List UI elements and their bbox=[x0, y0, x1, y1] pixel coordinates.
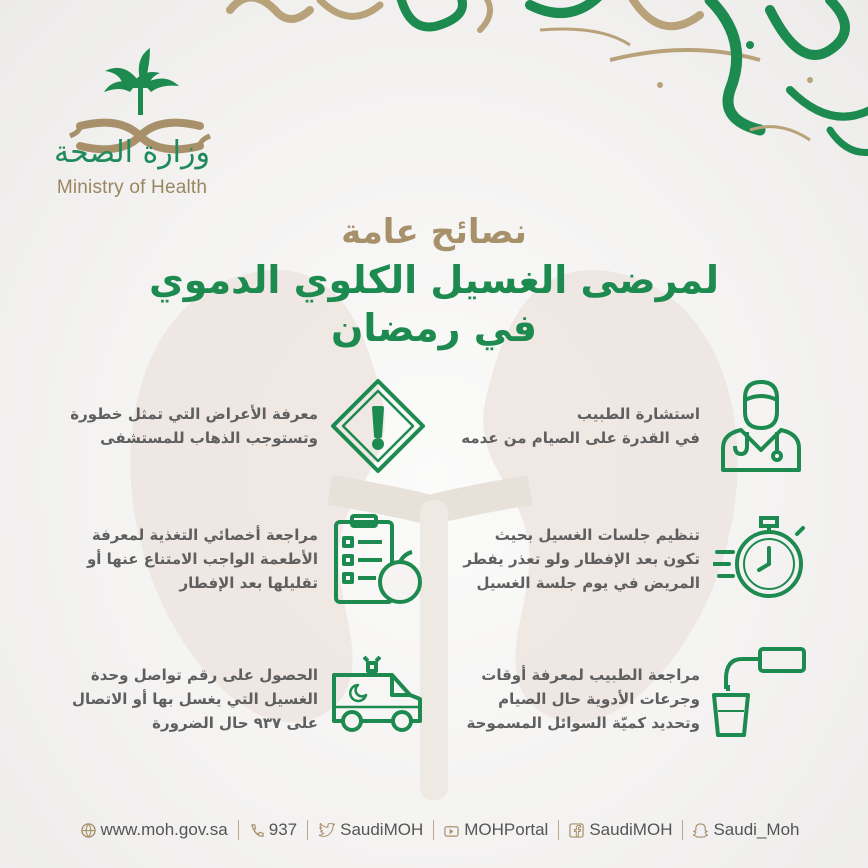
ambulance-icon bbox=[330, 655, 426, 735]
tip-line: مراجعة أخصائي التغذية لمعرفة bbox=[91, 526, 318, 544]
footer-twitter[interactable] bbox=[312, 820, 429, 840]
tip-consult-doctor bbox=[430, 402, 700, 450]
twitter-icon bbox=[318, 823, 335, 838]
tip-line: تنظيم جلسات الغسيل بحيث bbox=[494, 526, 700, 544]
snapchat-text: Saudi_Moh bbox=[713, 820, 800, 839]
tip-schedule-dialysis bbox=[420, 523, 700, 595]
divider bbox=[307, 820, 308, 840]
logo-english-text: Ministry of Health bbox=[56, 177, 208, 198]
tip-nutrition bbox=[60, 523, 318, 595]
youtube-text: MOHPortal bbox=[464, 820, 549, 839]
footer-phone[interactable] bbox=[243, 820, 303, 840]
phone-icon bbox=[249, 823, 264, 838]
title-line-3: في رمضان bbox=[330, 306, 538, 350]
tip-line: تكون بعد الإفطار ولو تعذر يفطر bbox=[463, 550, 700, 568]
tip-danger-symptoms bbox=[60, 402, 318, 450]
tip-line: مراجعة الطبيب لمعرفة أوقات bbox=[481, 666, 700, 684]
facebook-text: SaudiMOH bbox=[589, 820, 673, 839]
water-glass-icon bbox=[712, 645, 808, 739]
divider bbox=[238, 820, 239, 840]
website-text: www.moh.gov.sa bbox=[100, 820, 228, 839]
phone-text: 937 bbox=[268, 820, 298, 839]
stopwatch-icon bbox=[713, 512, 809, 604]
tip-line: على ٩٣٧ حال الضرورة bbox=[152, 714, 318, 732]
warning-icon bbox=[330, 378, 426, 474]
logo-arabic-text: وزارة الصحة bbox=[54, 135, 210, 170]
tip-line: الغسيل التي يغسل بها أو الاتصال bbox=[72, 690, 318, 708]
title-line-2: لمرضى الغسيل الكلوي الدموي bbox=[148, 258, 720, 302]
footer-snapchat[interactable] bbox=[687, 820, 805, 840]
tip-line: تقليلها بعد الإفطار bbox=[179, 574, 318, 592]
divider bbox=[558, 820, 559, 840]
nutrition-checklist-icon bbox=[330, 512, 426, 608]
tip-line: في القدرة على الصيام من عدمه bbox=[461, 429, 700, 447]
tip-line: المريض في يوم جلسة الغسيل bbox=[476, 574, 700, 592]
tip-line: معرفة الأعراض التي تمثل خطورة bbox=[70, 405, 318, 423]
footer-contacts bbox=[70, 815, 810, 845]
tip-line: استشارة الطبيب bbox=[576, 405, 700, 423]
footer-facebook[interactable] bbox=[563, 820, 678, 840]
calligraphy-decoration bbox=[190, 0, 868, 180]
tip-line: وجرعات الأدوية حال الصيام bbox=[498, 690, 700, 708]
divider bbox=[682, 820, 683, 840]
divider bbox=[433, 820, 434, 840]
snapchat-icon bbox=[693, 823, 708, 838]
tip-line: الأطعمة الواجب الامتناع عنها أو bbox=[86, 550, 318, 568]
doctor-icon bbox=[717, 378, 805, 474]
twitter-text: SaudiMOH bbox=[340, 820, 424, 839]
tip-contact-unit bbox=[60, 663, 318, 735]
title-line-1: نصائح عامة bbox=[341, 212, 527, 252]
footer-website[interactable] bbox=[75, 820, 234, 840]
footer-youtube[interactable] bbox=[438, 820, 554, 840]
tip-line: الحصول على رقم تواصل وحدة bbox=[90, 666, 318, 684]
youtube-icon bbox=[444, 823, 459, 838]
tip-line: وتحديد كميّة السوائل المسموحة bbox=[466, 714, 700, 732]
tip-line: وتستوجب الذهاب للمستشفى bbox=[100, 429, 318, 447]
globe-icon bbox=[81, 823, 96, 838]
facebook-icon bbox=[569, 823, 584, 838]
tip-medication-timing bbox=[420, 663, 700, 735]
